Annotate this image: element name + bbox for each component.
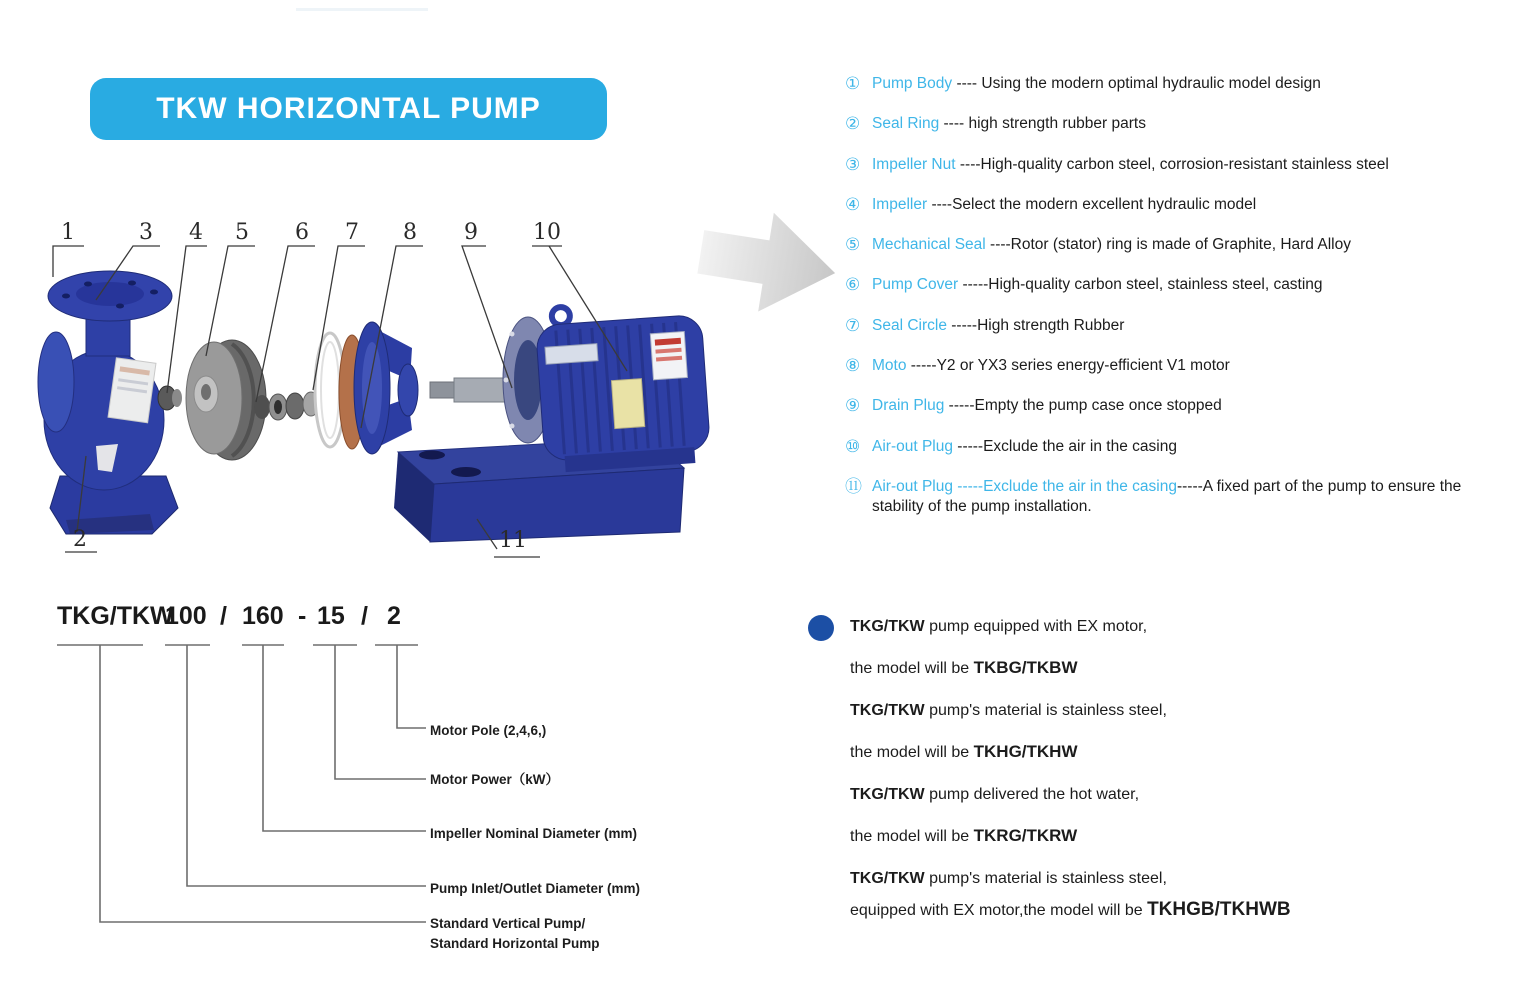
circled-number-icon: ③ [845, 154, 861, 174]
note-line: TKG/TKW pump delivered the hot water, [850, 786, 1140, 803]
part-text [872, 114, 1495, 134]
part-description: -----A fixed part of the pump to ensure the stability of the pump installation. [872, 477, 1462, 516]
part-item-6 [845, 275, 1495, 295]
part-name: Pump Body [872, 75, 953, 92]
circled-number-icon: ⑨ [845, 396, 861, 416]
model-code-connectors [57, 645, 426, 922]
bullet-icon [808, 615, 834, 641]
part-description: -----High strength Rubber [946, 316, 1125, 334]
callout-6: 6 [295, 220, 309, 245]
note-line: equipped with EX motor,the model will be TKHGB/TKHWB [850, 899, 1291, 920]
part-description: ---- Using the modern optimal hydraulic model design [952, 75, 1321, 92]
note-line: the model will be TKHG/TKHW [850, 742, 1078, 761]
mechanical-seal [254, 392, 319, 420]
model-code-power: 15 [317, 602, 345, 630]
page-title: TKW HORIZONTAL PUMP [156, 92, 541, 125]
callout-8: 8 [403, 220, 417, 245]
callout-9: 9 [464, 220, 478, 245]
note-line: TKG/TKW pump's material is stainless steel, [850, 702, 1167, 719]
callout-1: 1 [61, 220, 75, 245]
part-name: Drain Plug [872, 397, 945, 415]
part-text [872, 356, 1495, 376]
part-item-2 [845, 114, 1495, 134]
callout-5: 5 [235, 220, 249, 245]
part-item-7 [845, 316, 1495, 336]
model-code-sep3: / [361, 602, 368, 630]
circled-number-icon: ② [845, 114, 861, 134]
part-item-3 [845, 155, 1495, 175]
part-description: -----High-quality carbon steel, stainless steel, casting [958, 276, 1323, 294]
part-text [872, 235, 1495, 255]
callout-2: 2 [73, 527, 87, 552]
circled-number-icon: ⑥ [845, 275, 861, 295]
part-description: ---- high strength rubber parts [939, 115, 1146, 133]
part-description: ----High-quality carbon steel, corrosion-resistant stainless steel [955, 155, 1389, 173]
label-inlet-diameter: Pump Inlet/Outlet Diameter (mm) [430, 881, 641, 896]
model-code-inlet: 100 [165, 602, 207, 630]
label-impeller-diameter: Impeller Nominal Diameter (mm) [430, 826, 638, 841]
circled-number-icon: ⑧ [845, 356, 861, 376]
part-text [872, 396, 1495, 416]
model-code-series: TKG/TKW [57, 602, 174, 630]
part-item-11 [845, 477, 1495, 518]
circled-number-icon: ⑩ [845, 436, 861, 456]
part-item-10 [845, 437, 1495, 457]
callout-3: 3 [139, 220, 153, 245]
flow-arrow-icon [693, 202, 843, 322]
model-code-sep2: - [298, 602, 307, 630]
part-name: Pump Cover [872, 276, 959, 294]
part-name: Seal Circle [872, 316, 947, 334]
part-name: Seal Ring [872, 115, 940, 133]
circled-number-icon: ⑦ [845, 315, 861, 335]
pump-body [38, 271, 178, 534]
note-line: the model will be TKRG/TKRW [850, 826, 1078, 845]
label-motor-power: Motor Power（kW） [430, 772, 560, 787]
circled-number-icon: ⑪ [845, 476, 862, 496]
callout-10: 10 [533, 220, 561, 245]
part-item-8 [845, 356, 1495, 376]
model-code-impeller: 160 [242, 602, 284, 630]
part-description: -----Empty the pump case once stopped [944, 397, 1222, 415]
part-text [872, 155, 1495, 175]
title-banner [90, 78, 607, 140]
part-item-9 [845, 396, 1495, 416]
part-text [872, 316, 1495, 336]
part-text [872, 275, 1495, 295]
note-line: TKG/TKW pump equipped with EX motor, [850, 618, 1148, 635]
impeller-nut [158, 386, 182, 410]
model-code-sep1: / [220, 602, 227, 630]
label-standard-pump: Standard Vertical Pump/ Standard Horizontal Pump [430, 916, 600, 951]
callout-11: 11 [499, 528, 527, 553]
callout-4: 4 [189, 220, 203, 245]
parts-list [845, 74, 1495, 538]
part-item-5 [845, 235, 1495, 255]
part-text: Air-out Plug -----Exclude the air in the casing-----A fixed part of the pump to ensure the stability of the pump installation. [872, 477, 1462, 516]
part-name: Moto [872, 357, 907, 375]
note-line: the model will be TKBG/TKBW [850, 658, 1078, 677]
note-line: TKG/TKW pump's material is stainless steel, [850, 870, 1167, 887]
impeller [186, 340, 266, 460]
circled-number-icon: ⑤ [845, 235, 861, 255]
part-name: Impeller Nut [872, 155, 956, 173]
label-motor-pole: Motor Pole (2,4,6,) [430, 723, 547, 738]
part-item-1 [845, 74, 1495, 94]
circled-number-icon: ④ [845, 194, 861, 214]
part-text [872, 195, 1495, 215]
part-text [872, 74, 1495, 94]
model-code-pole: 2 [387, 602, 401, 630]
circled-number-icon: ① [845, 74, 861, 93]
part-description: -----Y2 or YX3 series energy-efficient V1 motor [906, 357, 1230, 375]
part-description: ----Select the modern excellent hydraulic model [927, 195, 1257, 213]
part-name: Air-out Plug [872, 437, 953, 455]
callout-7: 7 [345, 220, 359, 245]
part-text [872, 437, 1495, 457]
part-description: ----Rotor (stator) ring is made of Graphite, Hard Alloy [985, 236, 1351, 254]
part-name: Air-out Plug [872, 477, 953, 495]
motor [430, 297, 711, 473]
part-item-4 [845, 195, 1495, 215]
model-notes [850, 616, 1450, 942]
part-name: Impeller [872, 195, 928, 213]
part-description: -----Exclude the air in the casing [952, 437, 1177, 455]
part-name: Mechanical Seal [872, 236, 986, 254]
pump-cover [339, 322, 418, 454]
